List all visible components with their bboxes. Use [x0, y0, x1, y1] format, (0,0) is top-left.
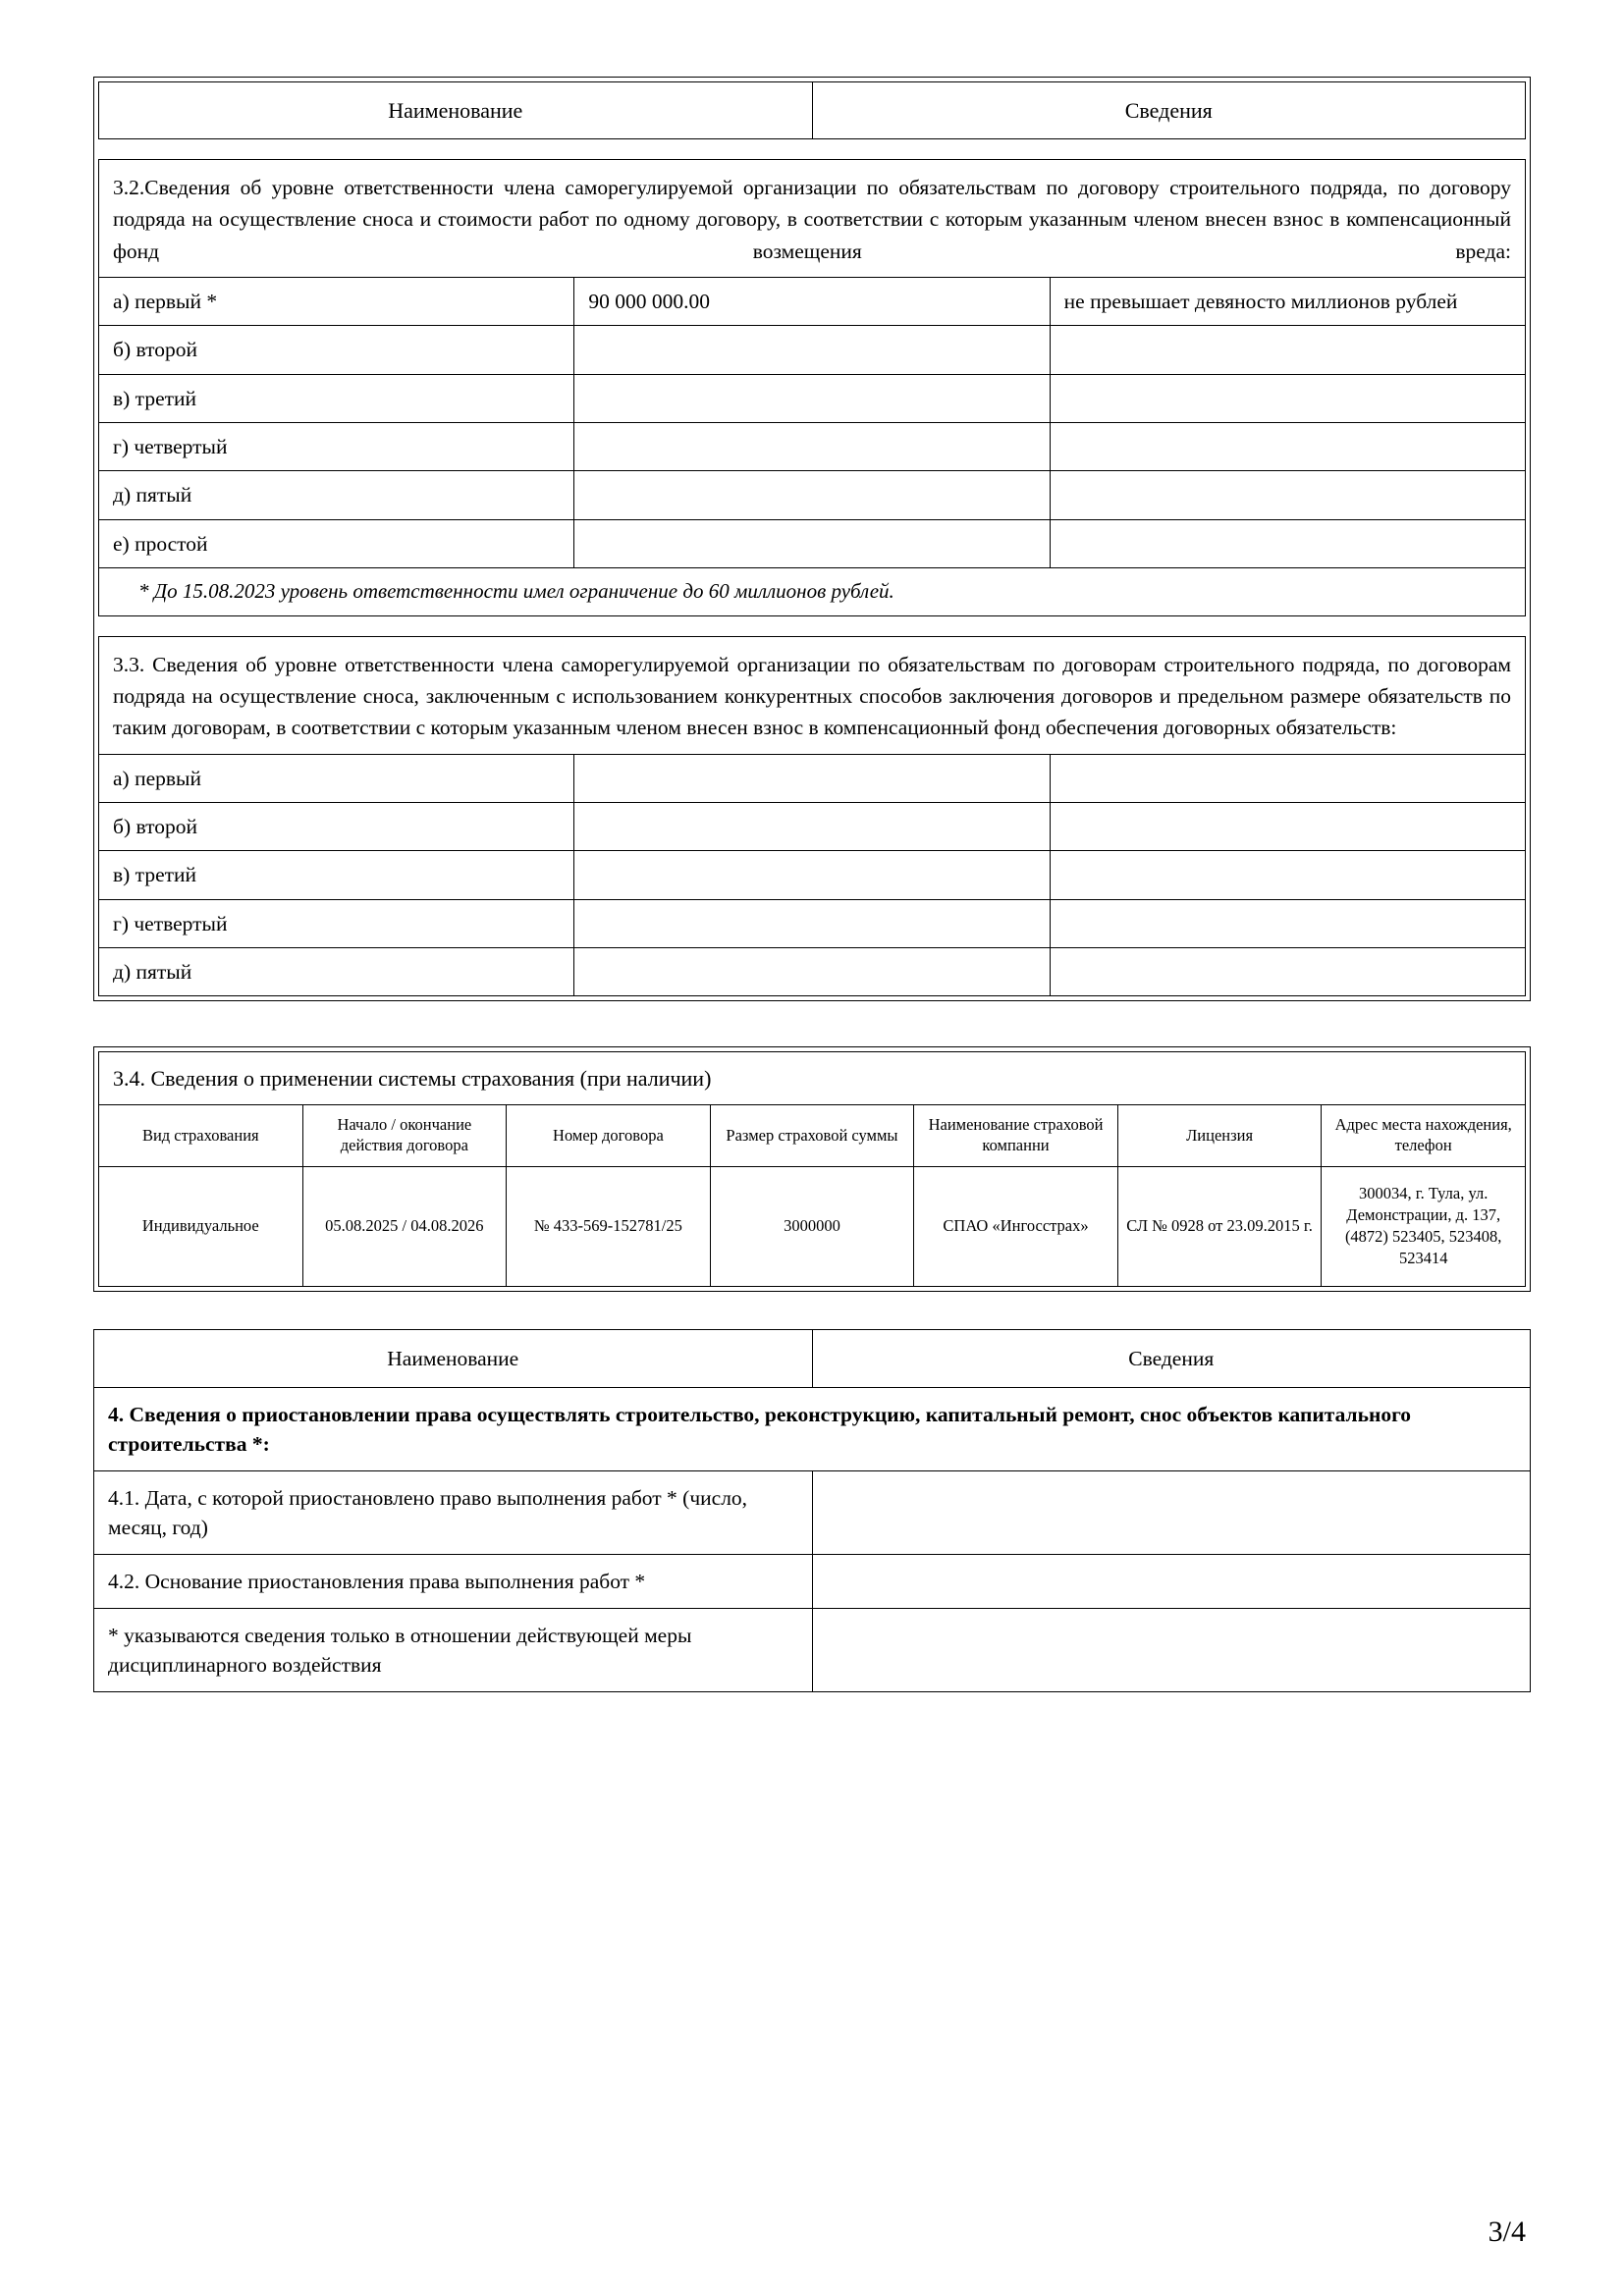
- section-3-4-table: [98, 1051, 1526, 1286]
- level-description: [1050, 471, 1525, 519]
- section-3-2-paragraph: 3.2.Сведения об уровне ответственности члена саморегулируемой организации по обязательствам по договору строительного подряда, по договору подряда на осуществление сноса и стоимости работ по одному договору, в соответствии с которым указанным членом внесен взнос в компенсационный фонд возмещения вреда:: [99, 160, 1526, 278]
- table-header-row: [99, 82, 1526, 139]
- insurance-cell-address: 300034, г. Тула, ул. Демонстрации, д. 137, (4872) 523405, 523408, 523414: [1322, 1166, 1526, 1286]
- insurance-cell-contract-number: № 433-569-152781/25: [507, 1166, 711, 1286]
- table-row: [94, 1555, 1531, 1609]
- insurance-cell-license: СЛ № 0928 от 23.09.2015 г.: [1117, 1166, 1322, 1286]
- page-number: 3/4: [1488, 2216, 1526, 2248]
- section-4-label-4-1: 4.1. Дата, с которой приостановлено право выполнения работ * (число, месяц, год): [94, 1471, 813, 1555]
- table-row: [99, 326, 1526, 374]
- insurance-cell-type: Индивидуальное: [99, 1166, 303, 1286]
- level-amount: [574, 948, 1050, 996]
- level-amount: [574, 899, 1050, 947]
- section-4-value-4-2: [812, 1555, 1531, 1609]
- section-3-2-footnote: * До 15.08.2023 уровень ответственности имел ограничение до 60 миллионов рублей.: [99, 568, 1526, 616]
- insurance-col-company: Наименование страховой компанни: [914, 1105, 1118, 1166]
- level-amount: [574, 851, 1050, 899]
- section-4-footnote: * указываются сведения только в отношении действующей меры дисциплинарного воздействия: [94, 1609, 813, 1692]
- section-3-3-paragraph: 3.3. Сведения об уровне ответственности члена саморегулируемой организации по обязательствам по договорам строительного подряда, по договорам подряда на осуществление сноса, заключенным с использованием конкурентных способов заключения договоров и предельном размере обязательств по таким договорам, в соответствии с которым указанным членом внесен взнос в компенсационный фонд обеспечения договорных обязательств:: [99, 636, 1526, 754]
- level-label: а) первый *: [99, 277, 574, 325]
- level-label: г) четвертый: [99, 422, 574, 470]
- spacer: [98, 139, 1526, 159]
- insurance-col-type: Вид страхования: [99, 1105, 303, 1166]
- table-row: [99, 374, 1526, 422]
- section-3-3-table: [98, 636, 1526, 997]
- spacer: [98, 616, 1526, 636]
- level-description: [1050, 326, 1525, 374]
- section-4-title: 4. Сведения о приостановлении права осуществлять строительство, реконструкцию, капитальный ремонт, снос объектов капитального строительства *:: [94, 1387, 1531, 1470]
- header-cell-info: Сведения: [812, 82, 1526, 139]
- level-description: [1050, 422, 1525, 470]
- header-cell-info: Сведения: [812, 1329, 1531, 1387]
- section-3-4-title-row: [99, 1052, 1526, 1105]
- table-row: [99, 754, 1526, 802]
- insurance-cell-sum: 3000000: [710, 1166, 914, 1286]
- level-amount: [574, 754, 1050, 802]
- level-label: б) второй: [99, 326, 574, 374]
- table-row: [94, 1609, 1531, 1692]
- table-row: [94, 1471, 1531, 1555]
- section-3-4-title: 3.4. Сведения о применении системы страхования (при наличии): [99, 1052, 1526, 1105]
- level-amount: [574, 519, 1050, 567]
- insurance-col-sum: Размер страховой суммы: [710, 1105, 914, 1166]
- block-section-3-4: [93, 1046, 1531, 1291]
- section-3-2-table: [98, 159, 1526, 616]
- level-label: в) третий: [99, 374, 574, 422]
- section-4-table: [93, 1329, 1531, 1693]
- table-row: [99, 899, 1526, 947]
- header-cell-name: Наименование: [94, 1329, 813, 1387]
- header-cell-name: Наименование: [99, 82, 813, 139]
- table-row: [99, 471, 1526, 519]
- table-row: [99, 802, 1526, 850]
- level-description: [1050, 802, 1525, 850]
- section-3-2-paragraph-row: [99, 160, 1526, 278]
- level-description: [1050, 899, 1525, 947]
- spacer: [93, 1292, 1531, 1329]
- section-4-footnote-value: [812, 1609, 1531, 1692]
- level-label: б) второй: [99, 802, 574, 850]
- insurance-col-contract-number: Номер договора: [507, 1105, 711, 1166]
- level-amount: [574, 374, 1050, 422]
- level-description: [1050, 754, 1525, 802]
- level-label: в) третий: [99, 851, 574, 899]
- section-3-2-footnote-row: [99, 568, 1526, 616]
- level-label: а) первый: [99, 754, 574, 802]
- level-amount: [574, 326, 1050, 374]
- insurance-col-address: Адрес места нахождения, телефон: [1322, 1105, 1526, 1166]
- level-amount: [574, 802, 1050, 850]
- insurance-cell-company: СПАО «Ингосстрах»: [914, 1166, 1118, 1286]
- level-label: е) простой: [99, 519, 574, 567]
- level-label: г) четвертый: [99, 899, 574, 947]
- table-row: [99, 851, 1526, 899]
- insurance-cell-period: 05.08.2025 / 04.08.2026: [302, 1166, 507, 1286]
- level-description: не превышает девяносто миллионов рублей: [1050, 277, 1525, 325]
- level-description: [1050, 851, 1525, 899]
- insurance-header-row: [99, 1105, 1526, 1166]
- table-row: [99, 519, 1526, 567]
- table-header-row: [94, 1329, 1531, 1387]
- level-amount: 90 000 000.00: [574, 277, 1050, 325]
- table-row: [99, 422, 1526, 470]
- level-label: д) пятый: [99, 471, 574, 519]
- level-amount: [574, 471, 1050, 519]
- insurance-col-period: Начало / окончание действия договора: [302, 1105, 507, 1166]
- table-row: [99, 948, 1526, 996]
- spacer: [93, 1001, 1531, 1046]
- section-4-label-4-2: 4.2. Основание приостановления права выполнения работ *: [94, 1555, 813, 1609]
- section-3-3-paragraph-row: [99, 636, 1526, 754]
- table-row: [99, 277, 1526, 325]
- table-row: [99, 1166, 1526, 1286]
- level-description: [1050, 374, 1525, 422]
- header-table: [98, 81, 1526, 139]
- level-amount: [574, 422, 1050, 470]
- section-4-value-4-1: [812, 1471, 1531, 1555]
- level-description: [1050, 519, 1525, 567]
- block-sections-3-2-3-3: [93, 77, 1531, 1001]
- insurance-col-license: Лицензия: [1117, 1105, 1322, 1166]
- section-4-title-row: [94, 1387, 1531, 1470]
- level-description: [1050, 948, 1525, 996]
- level-label: д) пятый: [99, 948, 574, 996]
